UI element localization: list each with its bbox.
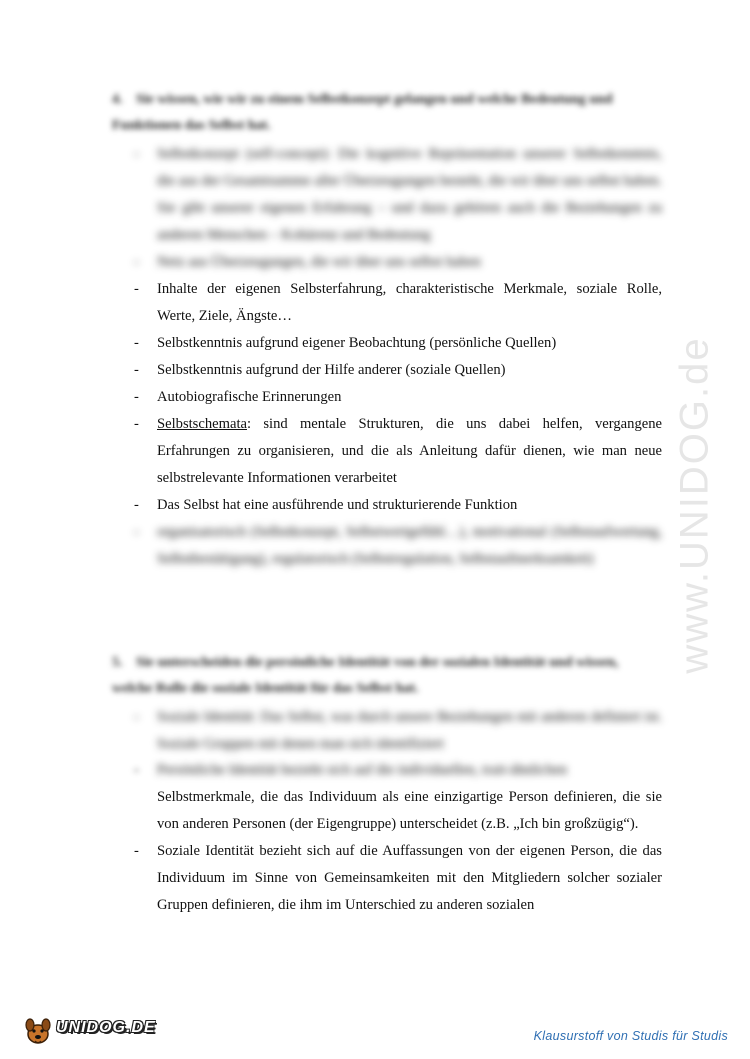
list-item: - Selbstkenntnis aufgrund eigener Beobachtung (persönliche Quellen) <box>134 335 557 351</box>
list-item: - Selbstkonzept (self-concept): Die kognitive Repräsentation unserer Selbstkenntnis, die aus der Gesamtsumme aller Überzeugungen besteht, die wir über uns selbst haben. Sie gibt unserer eigenen Erfahrung – und dazu gehören auch die Beziehungen zu anderen Menschen – Kohärenz und Bedeutung <box>134 146 662 243</box>
list-item-text: Netz aus Überzeugungen, die wir über uns selbst haben <box>157 254 481 270</box>
watermark-text: www.UNIDOG.de <box>672 336 717 674</box>
list-item-text: Soziale Identität: Das Selbst, was durch unsere Beziehungen mit anderen definiert ist. Soziale Gruppen mit denen man sich identifiziert <box>157 709 662 752</box>
section-5-number: 5. <box>112 655 123 670</box>
list-item: - Selbstschemata: sind mentale Strukturen, die uns dabei helfen, vergangene Erfahrungen zu organisieren, und die als Anleitung dafür dienen, wie man neue selbstrelevante Informationen verarbeitet <box>134 416 662 486</box>
section-5-title <box>112 650 662 702</box>
footer-tagline: Klausurstoff von Studis für Studis <box>533 1029 728 1043</box>
list-item: - Selbstkenntnis aufgrund der Hilfe anderer (soziale Quellen) <box>134 362 506 378</box>
list-item-text: Selbstkonzept (self-concept): Die kognitive Repräsentation unserer Selbstkenntnis, die aus der Gesamtsumme aller Überzeugungen besteht, die wir über uns selbst haben. Sie gibt unserer eigenen Erfahrung – und dazu gehören auch die Beziehungen zu anderen Menschen – Kohärenz und Bedeutung <box>157 146 662 243</box>
list-item-text: Selbstkenntnis aufgrund der Hilfe anderer (soziale Quellen) <box>157 362 506 378</box>
list-item-text: Das Selbst hat eine ausführende und strukturierende Funktion <box>157 497 518 513</box>
section-4-list <box>0 276 750 519</box>
list-item: - Autobiografische Erinnerungen <box>134 389 342 405</box>
section-4-title <box>112 87 662 139</box>
list-item-text: : sind mentale Strukturen, die uns dabei helfen, vergangene Erfahrungen zu organisieren, und die als Anleitung dafür dienen, wie man neue selbstrelevante Informationen verarbeitet <box>157 416 662 486</box>
section-5-title-text: Sie unterscheiden die persönliche Identität von der sozialen Identität und wissen, welche Rolle die soziale Identität für das Selbst hat. <box>112 655 619 696</box>
list-item: - organisatorisch (Selbstkonzept, Selbstwertgefühl…), motivational (Selbstaufwertung, Selbstbestätigung), regulatorisch (Selbstregulation, Selbstaufmerksamkeit) <box>134 524 662 567</box>
section-4-blurred-list-2 <box>0 249 750 276</box>
section-5-list <box>0 757 750 919</box>
list-item-text: Soziale Identität bezieht sich auf die Auffassungen von der eigenen Person, die das Individuum im Sinne von Gemeinsamkeiten mit den Mitgliedern solcher sozialer Gruppen definieren, die ihm im Unterschied zu anderen sozialen <box>157 843 662 913</box>
unidog-logo <box>22 1016 172 1046</box>
list-item-text: Selbstmerkmale, die das Individuum als eine einzigartige Person definieren, die sie von anderen Personen (der Eigengruppe) unterscheidet (z.B. „Ich bin großzügig“). <box>157 789 662 832</box>
list-item: - Inhalte der eigenen Selbsterfahrung, charakteristische Merkmale, soziale Rolle, Werte, Ziele, Ängste… <box>134 281 662 324</box>
list-item: - Soziale Identität: Das Selbst, was durch unsere Beziehungen mit anderen definiert ist. Soziale Gruppen mit denen man sich identifiziert <box>134 709 662 752</box>
list-item-text: organisatorisch (Selbstkonzept, Selbstwertgefühl…), motivational (Selbstaufwertung, Selbstbestätigung), regulatorisch (Selbstregulation, Selbstaufmerksamkeit) <box>157 524 662 567</box>
section-4-number: 4. <box>112 92 123 107</box>
section-4-title-text: Sie wissen, wie wir zu einem Selbstkonzept gelangen und welche Bedeutung und Funktionen das Selbst hat. <box>112 92 613 133</box>
dog-icon <box>22 1016 54 1046</box>
list-item: - Das Selbst hat eine ausführende und strukturierende Funktion <box>134 497 518 513</box>
list-item: - Netz aus Überzeugungen, die wir über uns selbst haben <box>134 254 481 270</box>
list-item-text: Autobiografische Erinnerungen <box>157 389 342 405</box>
section-4-blurred-list-3 <box>0 519 750 573</box>
list-item-text: Selbstkenntnis aufgrund eigener Beobachtung (persönliche Quellen) <box>157 335 557 351</box>
underlined-term: Selbstschemata <box>157 416 247 432</box>
list-item: - Persönliche Identität bezieht sich auf die individuellen, trait-ähnlichen Selbstmerkmale, die das Individuum als eine einzigartige Person definieren, die sie von anderen Personen (der Eigengruppe) unterscheidet (z.B. „Ich bin großzügig“). <box>0 757 750 838</box>
section-5-blurred-list <box>0 704 750 758</box>
logo-text: UNIDOG.DE <box>56 1019 156 1036</box>
section-4-blurred-list <box>0 141 750 249</box>
list-item: - Soziale Identität bezieht sich auf die Auffassungen von der eigenen Person, die das Individuum im Sinne von Gemeinsamkeiten mit den Mitgliedern solcher sozialer Gruppen definieren, die ihm im Unterschied zu anderen sozialen <box>134 843 662 913</box>
list-item-text: Inhalte der eigenen Selbsterfahrung, charakteristische Merkmale, soziale Rolle, Werte, Ziele, Ängste… <box>157 281 662 324</box>
list-item-text-blurred: Persönliche Identität bezieht sich auf die individuellen, trait-ähnlichen <box>157 762 568 778</box>
